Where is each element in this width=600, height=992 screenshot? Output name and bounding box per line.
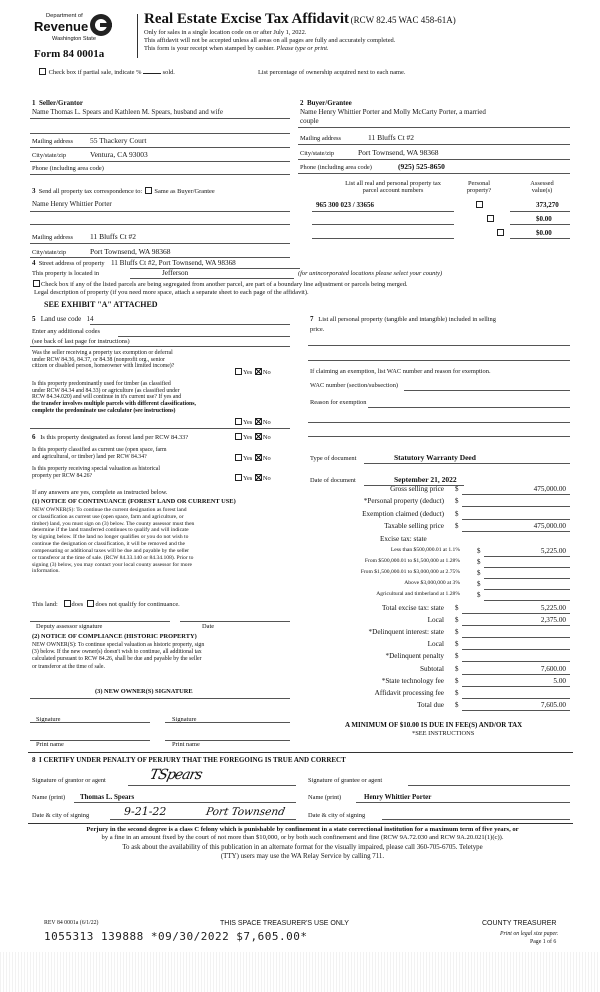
currency-symbol: $ — [455, 485, 459, 493]
timber-question: Is this property predominantly used for timber (as classified under RCW 84.34 and 84.33) or agriculture (as classified under RCW 84.34.020) and will continue in it's current use? If yes and the transfer involves multiple parcels with different classifications, complete the predominate use calculator (see instructions) — [32, 381, 196, 414]
current-use-yes-no: Yes No — [234, 454, 271, 462]
seller-address-label: Mailing address — [32, 138, 73, 145]
currency-symbol: $ — [477, 546, 481, 555]
currency-symbol: $ — [455, 701, 459, 710]
title-main: Real Estate Excise Tax Affidavit — [144, 11, 349, 27]
current-use-yes-checkbox[interactable] — [235, 454, 242, 461]
exemption-question: Was the seller receiving a property tax exemption or deferral under RCW 84.36, 84.37, or 84.38 (nonprofit org., senior citizen or disabled person, homeowner with limited income)? — [32, 350, 175, 370]
new-owner-signature-title: (3) NEW OWNER(S) SIGNATURE — [95, 688, 193, 695]
correspondence-city[interactable]: Port Townsend, WA 98368 — [90, 247, 171, 256]
parcel-value-3[interactable]: $0.00 — [536, 229, 552, 237]
seller-city-label: City/state/zip — [32, 152, 67, 159]
form-number: Form 84 0001a — [34, 48, 105, 60]
currency-symbol: $ — [477, 591, 481, 600]
wac-number-label: WAC number (section/subsection) — [310, 382, 399, 389]
parcel-personal-checkbox-1[interactable] — [476, 201, 483, 208]
personal-property-label-2: price. — [310, 326, 325, 333]
exemption-yes-checkbox[interactable] — [235, 368, 242, 375]
this-land-row: This land: does does not qualify for continuance. — [32, 601, 180, 608]
page-title — [144, 11, 456, 28]
notice-compliance-body: NEW OWNER(S): To continue special valuation as historic property, sign (3) below. If the new owner(s) doesn't wish to continue, all additional tax calculated pursuant to RCW 84.26, shall be due and payable by the seller or transferor at the time of sale. — [32, 642, 205, 670]
tax-value[interactable]: 5.00 — [553, 676, 566, 685]
buyer-name-2[interactable]: couple — [300, 117, 319, 125]
grantee-print-label: Name (print) — [308, 794, 342, 801]
page-number: Page 1 of 6 — [530, 939, 557, 945]
correspondence-address[interactable]: 11 Bluffs Ct #2 — [90, 232, 137, 241]
receipt-stamp: 1055313 139888 *09/30/2022 $7,605.00* — [44, 930, 308, 943]
currency-symbol: $ — [455, 652, 459, 661]
current-use-question: Is this property classified as current use (open space, farm and agricultural, or timber) land per RCW 84.34? — [32, 447, 167, 460]
doc-date[interactable]: September 21, 2022 — [394, 475, 457, 484]
additional-codes-label: Enter any additional codes — [32, 328, 100, 335]
currency-symbol: $ — [455, 640, 459, 649]
parcel-value-2[interactable]: $0.00 — [536, 215, 552, 223]
grantor-print-label: Name (print) — [32, 794, 66, 801]
personal-property-label: 7 List all personal property (tangible and intangible) included in selling — [310, 315, 496, 323]
excise-tax-state-label: Excise tax: state — [380, 534, 427, 543]
grantor-signature[interactable]: TSpears — [148, 767, 204, 783]
segregated-checkbox[interactable] — [33, 280, 40, 287]
property-county[interactable]: Jefferson — [162, 269, 189, 277]
certify-statement: 8 I CERTIFY UNDER PENALTY OF PERJURY THAT THE FOREGOING IS TRUE AND CORRECT — [32, 756, 346, 764]
partial-sale-row — [38, 68, 175, 76]
tax-label: Above $3,000,000 at 3% — [404, 580, 460, 587]
tax-label: *Personal property (deduct) — [363, 497, 444, 506]
forest-yes-checkbox[interactable] — [235, 433, 242, 440]
header-note-3b: Please type or print. — [276, 45, 329, 52]
exemption-yes-no: Yes No — [234, 368, 271, 376]
currency-symbol: $ — [455, 664, 459, 673]
historic-yes-no: Yes No — [234, 474, 271, 482]
grantor-signature-label: Signature of grantor or agent — [32, 777, 106, 784]
currency-symbol: $ — [455, 509, 459, 518]
forest-yes-no: Yes No — [234, 433, 271, 441]
grantor-print-name[interactable]: Thomas L. Spears — [80, 793, 135, 801]
forest-no-checkbox[interactable] — [255, 433, 262, 440]
tax-value[interactable]: 5,225.00 — [540, 603, 566, 612]
tax-value[interactable]: 7,605.00 — [540, 701, 566, 710]
logo-revenue: Revenue — [34, 19, 89, 34]
buyer-address[interactable]: 11 Bluffs Ct #2 — [368, 133, 415, 142]
form-revision: REV 84 0001a (6/1/22) — [44, 920, 99, 926]
historic-yes-checkbox[interactable] — [235, 474, 242, 481]
buyer-address-label: Mailing address — [300, 135, 341, 142]
correspondence-address-label: Mailing address — [32, 234, 73, 241]
correspondence-name-row: Name Henry Whittier Porter — [32, 200, 112, 208]
grantee-signature-label: Signature of grantee or agent — [308, 777, 383, 784]
currency-symbol: $ — [477, 569, 481, 577]
tax-value[interactable]: 2,375.00 — [540, 615, 566, 624]
tax-label: Subtotal — [420, 664, 444, 673]
header-note-2: This affidavit will not be accepted unless all areas on all pages are fully and accurately completed. — [144, 37, 396, 44]
perjury-statement — [30, 826, 575, 862]
if-yes-note: If any answers are yes, complete as instructed below. — [32, 489, 168, 496]
currency-symbol: $ — [455, 522, 459, 531]
property-street-row: 4 Street address of property 11 Bluffs Ct #2, Port Townsend, WA 98368 — [32, 259, 236, 267]
tax-value[interactable]: 475,000.00 — [533, 485, 566, 493]
tax-label: Total due — [417, 701, 444, 710]
buyer-phone-label: Phone (including area code) — [300, 164, 372, 171]
currency-symbol: $ — [455, 497, 459, 506]
parcel-account-1[interactable]: 965 300 023 / 33656 — [316, 201, 374, 209]
tax-label: Exemption claimed (deduct) — [362, 509, 444, 518]
correspondence-city-label: City/state/zip — [32, 249, 67, 256]
new-owner-signature-1: Signature — [36, 716, 61, 723]
new-owner-print-2: Print name — [172, 741, 200, 748]
tax-label: *State technology fee — [381, 676, 444, 685]
parcel-personal-checkbox-2[interactable] — [487, 215, 494, 222]
partial-sale-sold: sold. — [162, 69, 175, 76]
grantor-sign-city[interactable]: Port Townsend — [204, 806, 286, 818]
same-as-buyer-checkbox[interactable] — [145, 187, 152, 194]
currency-symbol: $ — [455, 676, 459, 685]
tax-label: Affidavit processing fee — [374, 689, 444, 697]
logo-state: Washington State — [52, 36, 96, 42]
treasurer-space: THIS SPACE TREASURER'S USE ONLY — [220, 920, 349, 927]
title-citation: (RCW 82.45 WAC 458-61A) — [350, 15, 456, 25]
partial-sale-checkbox[interactable] — [39, 68, 46, 75]
tax-label: Local — [427, 640, 444, 649]
claim-exemption-label: If claiming an exemption, list WAC number and reason for exemption. — [310, 368, 491, 375]
seller-phone-label: Phone (including area code) — [32, 165, 104, 172]
notice-continuance-body: NEW OWNER(S): To continue the current designation as forest land or classification as current use (open space, farm and agriculture, or timber) land, you must sign on (3) below. The county assessor must then determine if the land transferred continues to qualify and will indicate by signing below. If the land no longer qualifies or you do not wish to continue the designation or classification, it will be removed and the compensating or additional taxes will be due and payable by the seller or transferor at the time of sale. (RCW 84.33.140 or 84.34.108). Prior to signing (3) below, you may contact your local county assessor for more information. — [32, 507, 195, 575]
tax-label: Local — [427, 615, 444, 624]
land-use-code[interactable]: 14 — [86, 315, 94, 323]
property-street[interactable]: 11 Bluffs Ct #2, Port Townsend, WA 98368 — [110, 259, 236, 267]
seller-address[interactable]: 55 Thackery Court — [90, 136, 147, 145]
seller-heading: 1 Seller/Grantor — [32, 99, 83, 107]
header-note-1: Only for sales in a single location code on or after July 1, 2022. — [144, 29, 307, 36]
exemption-reason-label: Reason for exemption — [310, 399, 367, 406]
buyer-name-1[interactable]: Henry Whittier Porter and Molly McCarty Porter, a married — [318, 108, 486, 116]
legal-description[interactable]: SEE EXHIBIT "A" ATTACHED — [44, 300, 158, 309]
revenue-logo — [32, 12, 112, 44]
partial-sale-label: Check box if partial sale, indicate % — [48, 69, 142, 76]
currency-symbol: $ — [477, 580, 481, 589]
tax-label: Agricultural and timberland at 1.28% — [376, 591, 460, 598]
segregated-row: Check box if any of the listed parcels are being segregated from another parcel, are part of a boundary line adjustment or parcels being merged. — [32, 280, 408, 288]
grantor-date-city-label: Date & city of signing — [32, 812, 90, 819]
seller-name-row: Name Thomas L. Spears and Kathleen M. Spears, husband and wife — [32, 108, 223, 116]
current-use-no-checkbox[interactable] — [255, 454, 262, 461]
county-treasurer: COUNTY TREASURER — [482, 920, 557, 927]
tax-label: *Delinquent interest: state — [368, 628, 444, 636]
timber-yes-checkbox[interactable] — [235, 418, 242, 425]
header-note-3a: This form is your receipt when stamped by cashier. — [144, 45, 275, 52]
unincorporated-note: (for unincorporated locations please select your county) — [298, 270, 443, 277]
parcel-personal-checkbox-3[interactable] — [497, 229, 504, 236]
parcels-head-list: List all real and personal property tax parcel account numbers — [345, 180, 441, 195]
currency-symbol: $ — [455, 615, 459, 624]
currency-symbol: $ — [477, 557, 481, 566]
perjury-line-1: Perjury in the second degree is a class C felony which is punishable by confinement in a state correctional institution for a maximum term of five years, or — [86, 826, 519, 833]
legal-description-label: Legal description of property (if you need more space, attach a separate sheet to each page of the affidavit). — [34, 289, 309, 296]
perjury-line-2: by a fine in an amount fixed by the court of not more than $10,000, or by both such confinement and fine (RCW 9A.72.030 and RCW 9A.20.021(1)(c)). — [101, 834, 504, 842]
doc-date-label: Date of document — [310, 477, 356, 484]
forest-question: 6 Is this property designated as forest land per RCW 84.33? — [32, 433, 189, 441]
seller-city[interactable]: Ventura, CA 93003 — [90, 150, 148, 159]
historic-question: Is this property receiving special valuation as historical property per RCW 84.26? — [32, 466, 160, 479]
timber-no-checkbox[interactable] — [255, 418, 262, 425]
tax-label: From $1,500,000.01 to $3,000,000 at 2.75% — [360, 569, 460, 575]
notice-continuance-title: (1) NOTICE OF CONTINUANCE (FOREST LAND OR CURRENT USE) — [32, 498, 236, 505]
seller-name[interactable]: Thomas L. Spears and Kathleen M. Spears, husband and wife — [50, 108, 223, 116]
minimum-due-note: A MINIMUM OF $10.00 IS DUE IN FEE(S) AND/OR TAX — [345, 721, 523, 729]
logo-dept: Department of — [46, 13, 83, 19]
accessibility-line-1: To ask about the availability of this publication in an alternate format for the visually impaired, please call 360-705-6705. Teletype — [122, 844, 483, 852]
parcels-head-personal: Personal property? — [466, 180, 492, 195]
does-not-checkbox[interactable] — [87, 600, 94, 607]
buyer-name-row: Name Henry Whittier Porter and Molly McCarty Porter, a married — [300, 108, 486, 116]
new-owner-print-1: Print name — [36, 741, 64, 748]
ownership-note: List percentage of ownership acquired next to each name. — [258, 69, 406, 76]
deputy-signature-label: Deputy assessor signature — [36, 623, 103, 630]
deputy-date-label: Date — [202, 623, 215, 630]
legal-size-note: Print on legal size paper. — [500, 931, 559, 937]
currency-symbol: $ — [455, 628, 459, 636]
buyer-city[interactable]: Port Townsend, WA 98368 — [358, 148, 439, 157]
grantee-date-city-label: Date & city of signing — [308, 812, 366, 819]
see-back-label: (see back of last page for instructions) — [32, 338, 130, 345]
tax-label: Gross selling price — [390, 485, 444, 493]
header-note-3 — [144, 45, 329, 52]
tax-label: Less than $500,000.01 at 1.1% — [390, 546, 460, 553]
tax-label: From $500,000.01 to $1,500,000 at 1.28% — [364, 557, 460, 564]
grantee-print-name[interactable]: Henry Whittier Porter — [364, 793, 432, 801]
see-instructions-note: *SEE INSTRUCTIONS — [412, 730, 475, 737]
exemption-no-checkbox[interactable] — [255, 368, 262, 375]
parcel-value-1[interactable]: 373,270 — [536, 201, 559, 209]
buyer-city-label: City/state/zip — [300, 150, 335, 157]
buyer-phone[interactable]: (925) 525-8650 — [398, 162, 445, 171]
currency-symbol: $ — [455, 603, 459, 612]
timber-yes-no: Yes No — [234, 418, 271, 426]
tax-value[interactable]: 475,000.00 — [533, 522, 566, 531]
land-use-row: 5 Land use code 14 — [32, 315, 94, 323]
grantor-sign-date[interactable]: 9-21-22 — [124, 805, 167, 818]
doc-type-label: Type of document — [310, 455, 357, 462]
accessibility-line-2: (TTY) users may use the WA Relay Service by calling 711. — [220, 853, 385, 861]
correspondence-name[interactable]: Henry Whittier Porter — [50, 200, 112, 208]
currency-symbol: $ — [455, 689, 459, 697]
does-checkbox[interactable] — [64, 600, 71, 607]
logo-swoosh-icon — [90, 14, 112, 36]
notice-compliance-title: (2) NOTICE OF COMPLIANCE (HISTORIC PROPERTY) — [32, 633, 197, 640]
new-owner-signature-2: Signature — [172, 716, 197, 723]
doc-type[interactable]: Statutory Warranty Deed — [394, 453, 476, 462]
parcels-head-assessed: Assessed value(s) — [530, 180, 554, 195]
correspondence-row: 3 Send all property tax correspondence to: Same as Buyer/Grantee — [32, 187, 215, 195]
tax-label: Taxable selling price — [384, 522, 444, 531]
tax-label: *Delinquent penalty — [385, 652, 444, 661]
tax-label: Total excise tax: state — [382, 603, 444, 612]
tax-value[interactable]: 5,225.00 — [540, 546, 566, 555]
historic-no-checkbox[interactable] — [255, 474, 262, 481]
buyer-heading: 2 Buyer/Grantee — [300, 99, 352, 107]
property-located-label: This property is located in — [32, 270, 100, 277]
tax-value[interactable]: 7,600.00 — [540, 664, 566, 673]
